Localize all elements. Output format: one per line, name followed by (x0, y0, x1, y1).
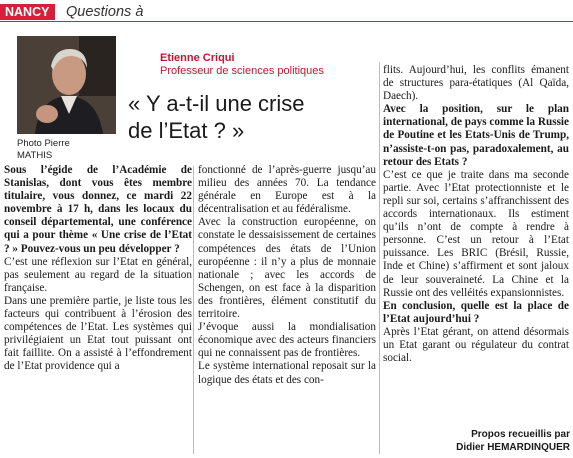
signature-line: Propos recueillis par (471, 429, 570, 440)
portrait-photo (17, 36, 116, 134)
portrait-illustration (17, 36, 116, 134)
caption-line: MATHIS (17, 150, 53, 161)
answer-paragraph: Dans une première partie, je liste tous les facteurs qui contribuent à l’érosion des compétences de l’Etat. Les systèmes qui privilégiaient un Etat tout puissant ont fait faillite. On a assisté à l’effondrement de l’Etat providence qui a (4, 294, 192, 373)
answer-paragraph: C’est ce que je traite dans ma seconde partie. Avec l’Etat protectionniste et le repli sur soi, certains s’affranchissent des accords internationaux. Ils estiment qu’ils n’ont de compte à rendre à personne. C’est un retour à l’Etat puissance. Les BRIC (Brésil, Russie, Inde et Chine) s’affirment et sont jaloux de leur souveraineté. La Chine et la Russie ont des velléités expansionnistes. (383, 168, 569, 299)
author-name: Etienne Criqui (160, 52, 235, 64)
column-divider (379, 62, 380, 454)
question-paragraph: Sous l’égide de l’Académie de Stanislas, dont vous êtes membre titulaire, vous donnez, ce mardi 22 novembre à 17 h, dans les locaux du conseil départemental, une conférence qui a pour thème « Une crise de l’Etat ? » Pouvez-vous un peu développer ? (4, 164, 192, 255)
caption-line: Photo Pierre (17, 138, 70, 149)
answer-paragraph: Après l’Etat gérant, on attend désormais un Etat garant ou régulateur du contrat social. (383, 325, 569, 365)
article-column-3 (383, 64, 569, 365)
column-divider (193, 166, 194, 454)
signature-line: Didier HEMARDINQUER (456, 442, 570, 453)
headline-line: « Y a-t-il une crise (128, 91, 305, 116)
author-title: Professeur de sciences politiques (160, 65, 324, 77)
article-column-2 (198, 164, 376, 387)
headline (128, 90, 373, 144)
answer-paragraph: fonctionné de l’après-guerre jusqu’au milieu des années 70. La tendance générale en Europe est à la décentralisation et au fédéralisme. (198, 164, 376, 216)
answer-paragraph: J’évoque aussi la mondialisation économique avec des acteurs financiers qui ne connaissent pas de frontières. (198, 321, 376, 360)
section-kicker: Questions à (66, 4, 144, 20)
author-block (160, 52, 324, 78)
article-column-1 (4, 164, 192, 374)
signature (420, 428, 570, 454)
city-tag: NANCY (0, 4, 55, 20)
answer-paragraph: C’est une réflexion sur l’Etat en général, pas seulement au regard de la situation française. (4, 255, 192, 294)
question-paragraph: En conclusion, quelle est la place de l’Etat aujourd’hui ? (383, 299, 569, 325)
headline-line: de l’Etat ? » (128, 118, 245, 143)
header-rule (0, 21, 573, 22)
answer-paragraph: flits. Aujourd’hui, les conflits émanent de structures para-étatiques (Al Qaïda, Daech). (383, 64, 569, 103)
answer-paragraph: Avec la construction européenne, on constate le dessaisissement de certaines compétences des états de l’Union européenne : il n’y a plus de monnaie nationale ; avec les accords de Schengen, on est face à la disparition des frontières, élément constitutif du territoire. (198, 216, 376, 321)
header-bar (0, 0, 573, 22)
answer-paragraph: Le système international reposait sur la logique des états et des con- (198, 360, 376, 386)
photo-caption (17, 138, 70, 162)
question-paragraph: Avec la position, sur le plan international, de pays comme la Russie de Poutine et les Etats-Unis de Trump, n’assiste-t-on pas, paradoxalement, au retour des Etats ? (383, 103, 569, 168)
